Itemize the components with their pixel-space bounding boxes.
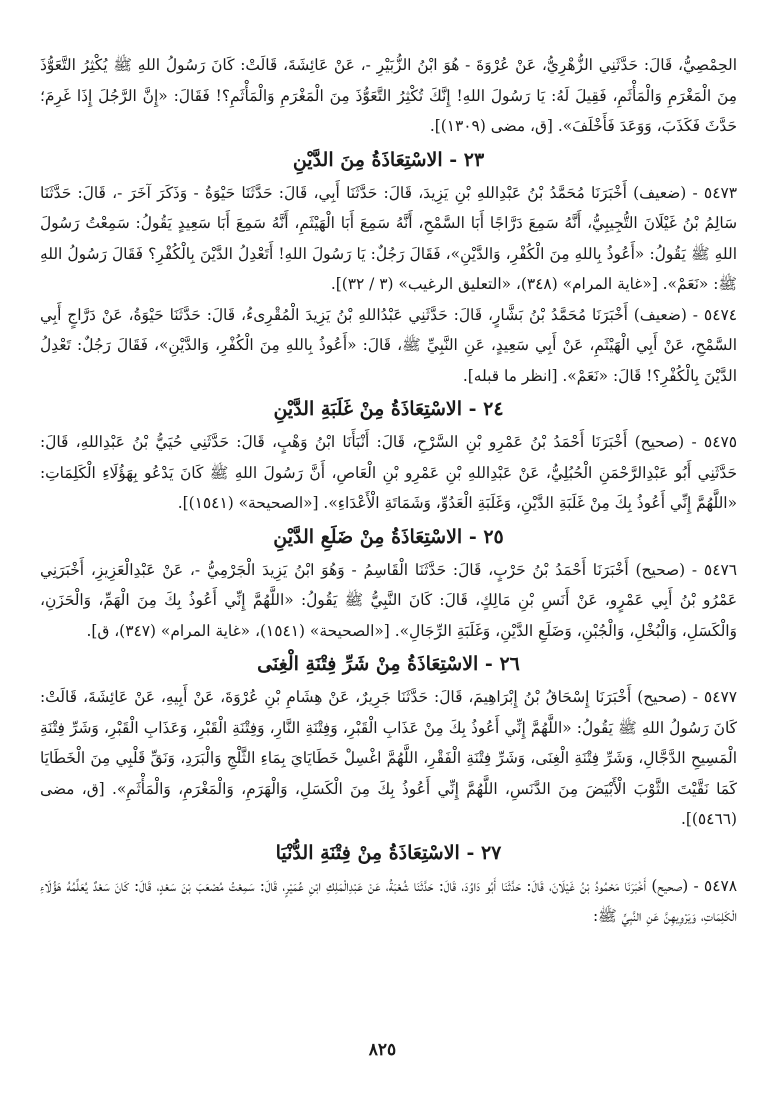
hadith-5478: ٥٤٧٨ - (صحيح) أَخْبَرَنَا مَحْمُودُ بْنُ غَيْلَانَ، قَالَ: حَدَّثَنَا أَبُو دَاوُدَ، قَالَ: حَدَّثَنَا شُعْبَةُ، عَنْ عَبْدِالْمَلِكِ ابْنِ عُمَيْرٍ، قَالَ: سَمِعْتُ مُصْعَبَ بْنَ سَعْدٍ، قَالَ: كَانَ سَعْدٌ يُعَلِّمُهُ هَؤُلَاءِ الْكَلِمَاتِ، وَيَرْوِيهِنَّ عَنِ النَّبِيِّ ﷺ: [40, 876, 737, 925]
chapter-26-heading: ٢٦ - الاسْتِعَاذَةُ مِنْ شَرِّ فِتْنَةِ الْغِنَى [257, 653, 520, 675]
hadith-5476: ٥٤٧٦ - (صحيح) أَخْبَرَنَا أَحْمَدُ بْنُ حَرْبٍ، قَالَ: حَدَّثَنَا الْقَاسِمُ - وَهُوَ ابْنُ يَزِيدَ الْجَرْمِيُّ -، عَنْ عَبْدِالْعَزِيزِ، أَخْبَرَنِي عَمْرُو بْنُ أَبِي عَمْرٍو، عَنْ أَنَسِ بْنِ مَالِكٍ، قَالَ: كَانَ النَّبِيُّ ﷺ يَقُولُ: «اللَّهُمَّ إِنِّي أَعُوذُ بِكَ مِنَ الْهَمِّ، وَالْحَزَنِ، وَالْكَسَلِ، وَالْبُخْلِ، وَالْجُبْنِ، وَضَلَعِ الدَّيْنِ، وَغَلَبَةِ الرِّجَالِ». [«الصحيحة» (١٥٤١)، «غاية المرام» (٣٤٧)، ق]. [40, 560, 737, 640]
hadith-5473: ٥٤٧٣ - (ضعيف) أَخْبَرَنَا مُحَمَّدُ بْنُ عَبْدِاللهِ بْنِ يَزِيدَ، قَالَ: حَدَّثَنَا أَبِي، قَالَ: حَدَّثَنَا حَيْوَةُ - وَذَكَرَ آخَرَ -، قَالَ: حَدَّثَنَا سَالِمُ بْنُ غَيْلَانَ التُّجِيبِيُّ، أَنَّهُ سَمِعَ دَرَّاجًا أَبَا السَّمْحِ، أَنَّهُ سَمِعَ أَبَا الْهَيْثَمِ، أَنَّهُ سَمِعَ أَبَا سَعِيدٍ يَقُولُ: سَمِعْتُ رَسُولَ اللهِ ﷺ يَقُولُ: «أَعُوذُ بِاللهِ مِنَ الْكُفْرِ، وَالدَّيْنِ»، فَقَالَ رَجُلٌ: يَا رَسُولَ اللهِ! أَتَعْدِلُ الدَّيْنَ بِالْكُفْرِ؟ فَقَالَ رَسُولُ اللهِ ﷺ: «نَعَمْ». [«غاية المرام» (٣٤٨)، «التعليق الرغيب» (٣ / ٣٢)]. [40, 183, 737, 293]
hadith-5475: ٥٤٧٥ - (صحيح) أَخْبَرَنَا أَحْمَدُ بْنُ عَمْرِو بْنِ السَّرْحِ، قَالَ: أَنْبَأَنَا ابْنُ وَهْبٍ، قَالَ: حَدَّثَنِي حُيَيُّ بْنُ عَبْدِاللهِ، قَالَ: حَدَّثَنِي أَبُو عَبْدِالرَّحْمَنِ الْحُبُلِيُّ، عَنْ عَبْدِاللهِ بْنِ عَمْرِو بْنِ الْعَاصِ، أَنَّ رَسُولَ اللهِ ﷺ كَانَ يَدْعُو بِهَؤُلَاءِ الْكَلِمَاتِ: «اللَّهُمَّ إِنِّي أَعُوذُ بِكَ مِنْ غَلَبَةِ الدَّيْنِ، وَغَلَبَةِ الْعَدُوِّ، وَشَمَاتَةِ الْأَعْدَاءِ». [«الصحيحة» (١٥٤١)]. [40, 433, 737, 512]
chapter-25-heading: ٢٥ - الاسْتِعَاذَةُ مِنْ ضَلَعِ الدَّيْنِ [273, 525, 504, 548]
chapter-27-heading: ٢٧ - الاسْتِعَاذَةُ مِنْ فِتْنَةِ الدُّنْيَا [275, 841, 502, 864]
chapter-24-heading: ٢٤ - الاسْتِعَاذَةُ مِنْ غَلَبَةِ الدَّيْنِ [273, 398, 504, 420]
hadith-5474: ٥٤٧٤ - (ضعيف) أَخْبَرَنَا مُحَمَّدُ بْنُ بَشَّارٍ، قَالَ: حَدَّثَنِي عَبْدُاللهِ بْنُ يَزِيدَ الْمُقْرِىءُ، قَالَ: حَدَّثَنَا حَيْوَةُ، عَنْ دَرَّاجٍ أَبِي السَّمْحِ، عَنْ أَبِي الْهَيْثَمِ، عَنْ أَبِي سَعِيدٍ، عَنِ النَّبِيِّ ﷺ، قَالَ: «أَعُوذُ بِاللهِ مِنَ الْكُفْرِ، وَالدَّيْنِ»، فَقَالَ رَجُلٌ: تَعْدِلُ الدَّيْنَ بِالْكُفْرِ؟! قَالَ: «نَعَمْ». [انظر ما قبله]. [40, 305, 737, 385]
page-number: ٨٢٥ [368, 1040, 397, 1060]
chapter-23-heading: ٢٣ - الاسْتِعَاذَةُ مِنَ الدَّيْنِ [292, 148, 485, 171]
hadith-5477: ٥٤٧٧ - (صحيح) أَخْبَرَنَا إِسْحَاقُ بْنُ إِبْرَاهِيمَ، قَالَ: حَدَّثَنَا جَرِيرٌ، عَنْ هِشَامِ بْنِ عُرْوَةَ، عَنْ أَبِيهِ، عَنْ عَائِشَةَ، قَالَتْ: كَانَ رَسُولُ اللهِ ﷺ يَقُولُ: «اللَّهُمَّ إِنِّي أَعُوذُ بِكَ مِنْ عَذَابِ الْقَبْرِ، وَفِتْنَةِ النَّارِ، وَفِتْنَةِ الْقَبْرِ، وَعَذَابِ الْقَبْرِ، وَشَرِّ فِتْنَةِ الْمَسِيحِ الدَّجَّالِ، وَشَرِّ فِتْنَةِ الْغِنَى، وَشَرِّ فِتْنَةِ الْفَقْرِ، اللَّهُمَّ اغْسِلْ خَطَايَايَ بِمَاءِ الثَّلْجِ وَالْبَرَدِ، وَنَقِّ قَلْبِي مِنَ الْخَطَايَا كَمَا نَقَّيْتَ الثَّوْبَ الْأَبْيَضَ مِنَ الدَّنَسِ، اللَّهُمَّ إِنِّي أَعُوذُ بِكَ مِنَ الْكَسَلِ، وَالْهَرَمِ، وَالْمَغْرَمِ، وَالْمَأْثَمِ». [ق، مضى (٥٤٦٦)]. [40, 688, 737, 828]
hadith-5472-continuation: الحِمْصِيُّ، قَالَ: حَدَّثَنِي الزُّهْرِيُّ، عَنْ عُرْوَةَ - هُوَ ابْنُ الزُّبَيْرِ -، عَنْ عَائِشَةَ، قَالَتْ: كَانَ رَسُولُ اللهِ ﷺ يُكْثِرُ التَّعَوُّذَ مِنَ الْمَغْرَمِ وَالْمَأْثَمِ، فَقِيلَ لَهُ: يَا رَسُولَ اللهِ! إِنَّكَ تُكْثِرُ التَّعَوُّذَ مِنَ الْمَغْرَمِ وَالْمَأْثَمِ؟! فَقَالَ: «إِنَّ الرَّجُلَ إِذَا غَرِمَ؛ حَدَّثَ فَكَذَبَ، وَوَعَدَ فَأَخْلَفَ». [ق، مضى (١٣٠٩)]. [40, 56, 737, 135]
page-body [40, 50, 737, 932]
